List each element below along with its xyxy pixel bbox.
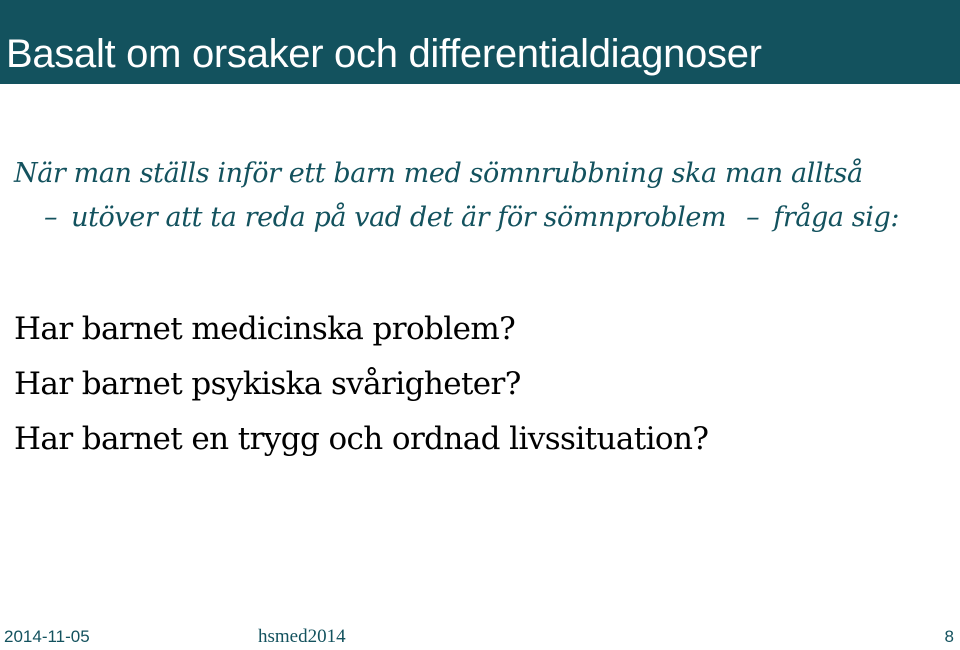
question-item-living-situation: Har barnet en trygg och ordnad livssituation? — [14, 421, 709, 457]
title-bar — [0, 0, 960, 84]
question-item-medical: Har barnet medicinska problem? — [14, 311, 516, 347]
slide-title: Basalt om orsaker och differentialdiagnoser — [6, 32, 762, 76]
page-number: 8 — [944, 627, 954, 646]
intro-line-2 — [14, 196, 899, 240]
dash-separator-2: – — [746, 202, 760, 233]
question-list — [14, 302, 708, 467]
intro-line-2-text: utöver att ta reda på vad det är för sömnproblem — [71, 202, 727, 233]
intro-line-1: När man ställs inför ett barn med sömnrubbning ska man alltså — [14, 158, 863, 189]
question-item-psychological: Har barnet psykiska svårigheter? — [14, 366, 521, 402]
dash-separator: – — [44, 202, 58, 233]
intro-text — [14, 152, 899, 240]
footer-center-label: hsmed2014 — [258, 626, 346, 647]
intro-line-2-end: fråga sig: — [773, 202, 900, 233]
footer-date: 2014-11-05 — [4, 627, 90, 646]
